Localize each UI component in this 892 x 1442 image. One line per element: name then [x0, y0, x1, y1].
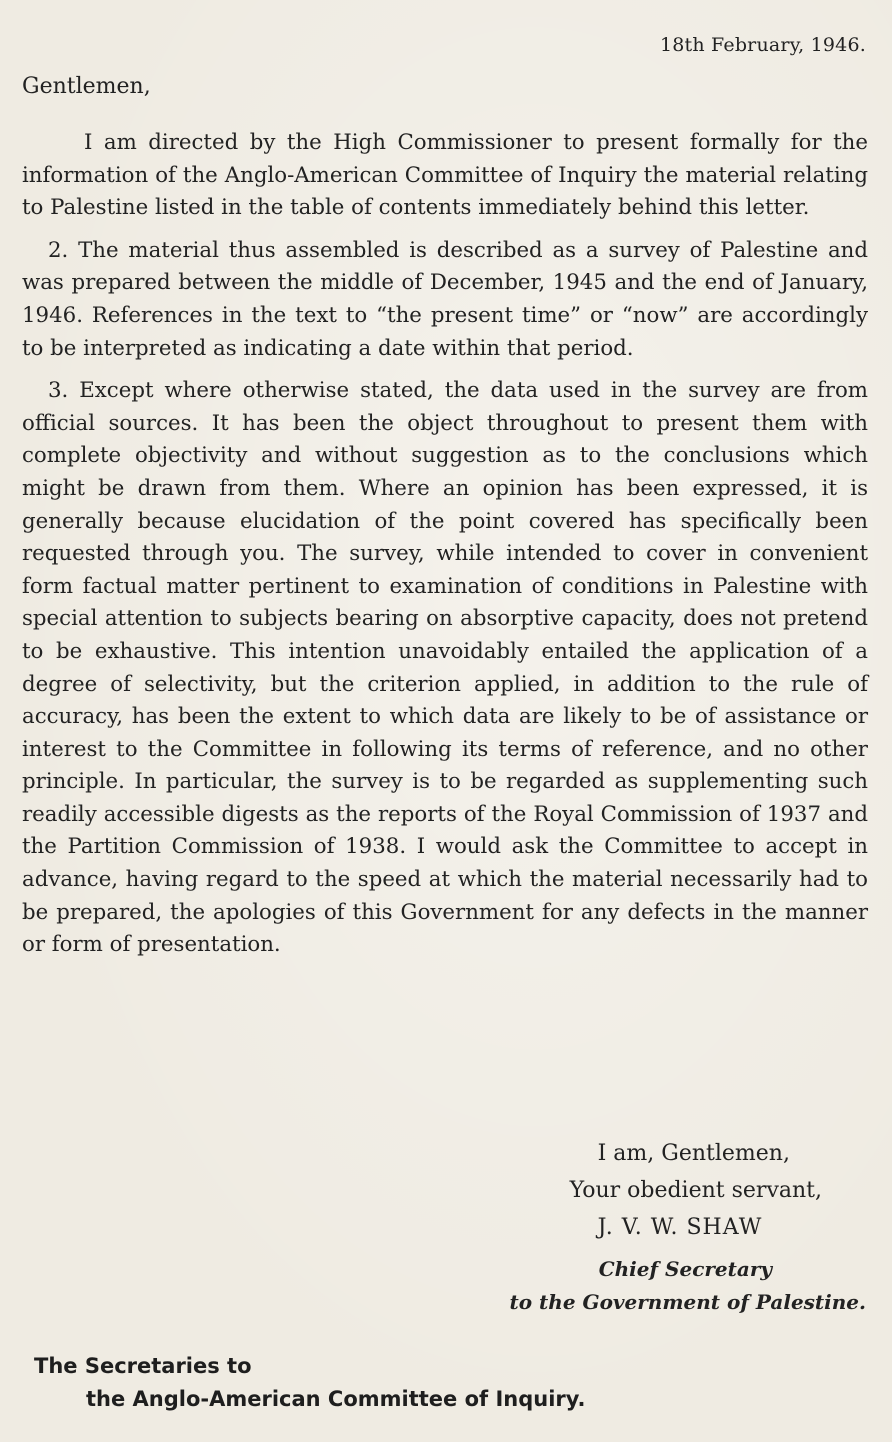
closing-line-2: Your obedient servant,	[569, 1178, 822, 1203]
signatory-title-2: to the Government of Palestine.	[509, 1290, 866, 1314]
closing-line-1: I am, Gentlemen,	[597, 1141, 790, 1166]
paragraph-2: 2. The material thus assembled is described as a survey of Palestine and was prepared between the middle of December, 1945 and the end of January, 1946. References in the text to “the present time” or “now” are accordingly to be interpreted as indicating a date within that period.	[22, 237, 868, 361]
addressee-line-1: The Secretaries to	[34, 1354, 252, 1378]
addressee-line-2: the Anglo-American Committee of Inquiry.	[86, 1387, 586, 1411]
letter-date: 18th February, 1946.	[659, 34, 866, 56]
letter-body	[22, 127, 868, 972]
signatory-title-1: Chief Secretary	[598, 1257, 772, 1281]
addressee-block	[34, 1350, 586, 1416]
paragraph-1: I am directed by the High Commissioner to present formally for the information of the Anglo-American Committee of Inquiry the material relating to Palestine listed in the table of contents immediately behind this letter.	[22, 130, 868, 221]
salutation: Gentlemen,	[22, 74, 151, 99]
closing-block	[570, 1135, 822, 1246]
signatory-name: J. V. W. SHAW	[597, 1215, 763, 1240]
paragraph-3: 3. Except where otherwise stated, the data used in the survey are from official sources. It has been the object throughout to present them with complete objectivity and without suggestion as to the conclusions which might be drawn from them. Where an opinion has been expressed, it is generally because elucidation of the point covered has specifically been requested through you. The survey, while intended to cover in convenient form factual matter pertinent to examination of conditions in Palestine with special attention to subjects bearing on absorptive capacity, does not pretend to be exhaustive. This intention unavoidably entailed the application of a degree of selectivity, but the criterion applied, in addition to the rule of accuracy, has been the extent to which data are likely to be of assistance or interest to the Committee in following its terms of reference, and no other principle. In particular, the survey is to be regarded as supplementing such readily accessible digests as the reports of the Royal Commission of 1937 and the Partition Commission of 1938. I would ask the Committee to accept in advance, having regard to the speed at which the material necessarily had to be prepared, the apologies of this Government for any defects in the manner or form of presentation.	[22, 378, 868, 958]
